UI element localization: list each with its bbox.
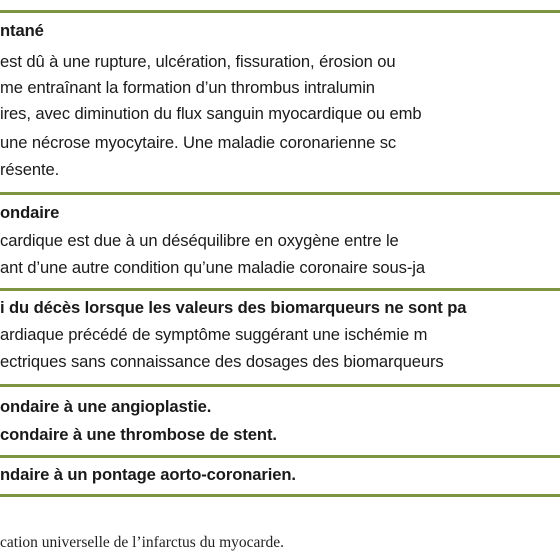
table-top-rule: [0, 10, 560, 13]
row-divider-4: [0, 455, 560, 458]
row-2-line-2: ant d’une autre condition qu’une maladie coronaire sous-ja: [0, 258, 425, 277]
table-bottom-rule: [0, 494, 560, 497]
row-1-heading: ntané: [0, 21, 44, 40]
row-1-line-1: est dû à une rupture, ulcération, fissuration, érosion ou: [0, 52, 396, 71]
row-1-line-4: une nécrose myocytaire. Une maladie coronarienne sc: [0, 133, 397, 152]
row-1-line-2: me entraînant la formation d’un thrombus intralumin: [0, 78, 375, 97]
row-3-line-2: ectriques sans connaissance des dosages des biomarqueurs: [0, 352, 444, 371]
row-divider-2: [0, 288, 560, 291]
row-2-heading: ondaire: [0, 203, 60, 222]
row-divider-3: [0, 384, 560, 387]
row-1-line-5: résente.: [0, 160, 60, 179]
row-3-heading: i du décès lorsque les valeurs des biomarqueurs ne sont pa: [0, 298, 467, 317]
row-2-line-1: cardique est due à un déséquilibre en oxygène entre le: [0, 231, 399, 250]
row-4-heading-line-2: condaire à une thrombose de stent.: [0, 425, 277, 444]
row-4-heading-line-1: ondaire à une angioplastie.: [0, 397, 212, 416]
row-divider-1: [0, 192, 560, 195]
table-caption: cation universelle de l’infarctus du myocarde.: [0, 534, 285, 551]
row-3-line-1: ardiaque précédé de symptôme suggérant une ischémie m: [0, 325, 428, 344]
row-5-heading: ndaire à un pontage aorto-coronarien.: [0, 465, 296, 484]
row-1-line-3: ires, avec diminution du flux sanguin myocardique ou emb: [0, 104, 422, 123]
